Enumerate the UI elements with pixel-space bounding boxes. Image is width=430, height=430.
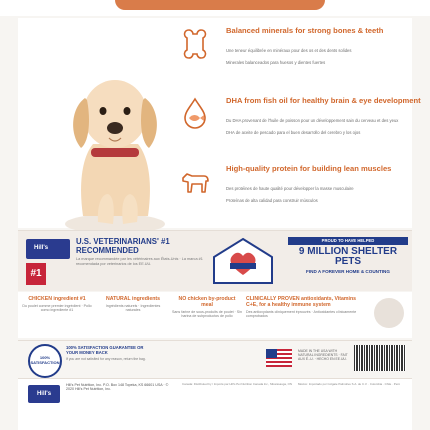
benefit-dha xyxy=(178,96,428,156)
footer xyxy=(18,378,412,430)
benefit-es: Minerales balanceados para huesos y dientes fuertes xyxy=(226,60,326,65)
vet-recommended-sub: La marque recommandée par les vétérinaires aux États-Unis · La marca #1 recomendada por veterinarios de los EE.UU. xyxy=(76,257,203,266)
claim-natural xyxy=(98,296,168,313)
claim-title: CHICKEN ingredient #1 xyxy=(28,296,86,302)
shelter-heart-icon xyxy=(208,235,278,287)
paw-emblem-icon xyxy=(374,298,404,328)
footer-address: Hill's Pet Nutrition, Inc. P.O. Box 148 Topeka, KS 66601 USA · © 2020 Hill's Pet Nutrition, Inc. xyxy=(66,383,169,392)
claim-title: CLINICALLY PROVEN antioxidants, Vitamins C+E, for a healthy immune system xyxy=(246,296,357,308)
fish-oil-icon xyxy=(178,96,212,130)
benefit-es: Proteínas de alta calidad para construir músculos xyxy=(226,198,318,203)
barcode xyxy=(354,345,406,371)
claim-sub: Ingrédients naturels · Ingredientes naturales xyxy=(105,304,161,313)
hills-logo xyxy=(26,239,70,259)
number-one-badge: #1 xyxy=(26,263,46,285)
made-in-usa-text: MADE IN THE USA WITH NATURAL INGREDIENTS · FAIT AUX É.-U. · HECHO EN EE.UU. xyxy=(298,349,348,362)
seal-text: 100% SATISFACTION xyxy=(30,355,60,365)
claim-sub: Sans farine de sous-produits de poulet · Sin harina de subproductos de pollo xyxy=(172,310,242,319)
claim-sub: Du poulet comme premier ingrédient · Pollo como ingrediente #1 xyxy=(22,304,92,313)
vet-band xyxy=(18,230,412,291)
claim-chicken xyxy=(22,296,92,313)
guarantee-sub: If you are not satisfied for any reason, return the bag. xyxy=(66,357,146,361)
footer-fine-print: México: Importado por Colgate Palmolive S.A. de C.V. · Colombia · Chile · Perú xyxy=(298,382,400,386)
benefits-panel xyxy=(18,18,421,228)
bone-icon xyxy=(178,26,212,60)
claim-title: NATURAL ingredients xyxy=(106,296,160,302)
bag-top-band xyxy=(115,0,325,10)
shelter-find-home: FIND A FOREVER HOME & COUNTING xyxy=(306,269,390,274)
benefit-fr: Une teneur équilibrée en minéraux pour des os et des dents solides xyxy=(226,48,352,53)
claim-antioxidants xyxy=(246,296,366,319)
hills-logo-text: Hill's xyxy=(34,245,49,251)
us-flag-icon xyxy=(266,349,292,367)
benefit-fr: Du DHA provenant de l'huile de poisson pour un développement sain du cerveau et des yeux xyxy=(226,118,399,123)
puppy-image xyxy=(53,56,178,241)
benefit-title: Balanced minerals for strong bones & teeth xyxy=(226,26,384,35)
footer-fine-print: Canada: Distributed by / Importé par Hill's Pet Nutrition Canada Inc., Mississauga, ON xyxy=(182,382,292,386)
guarantee-row xyxy=(18,340,412,377)
satisfaction-seal-icon xyxy=(28,344,62,378)
benefit-es: DHA de aceite de pescado para el buen desarrollo del cerebro y los ojos xyxy=(226,130,361,135)
benefit-title: DHA from fish oil for healthy brain & eye development xyxy=(226,96,421,105)
claims-row xyxy=(18,292,412,338)
claim-title: NO chicken by-product meal xyxy=(178,296,236,308)
benefit-title: High-quality protein for building lean muscles xyxy=(226,164,392,173)
shelter-proud-label: PROUD TO HAVE HELPED xyxy=(288,237,408,245)
guarantee-title: 100% SATISFACTION GUARANTEE OR YOUR MONEY BACK xyxy=(66,345,144,355)
benefit-bones xyxy=(178,26,428,86)
dog-icon xyxy=(178,164,212,198)
shelter-count: 9 MILLION SHELTER PETS xyxy=(298,246,398,267)
benefit-fr: Des protéines de haute qualité pour développer la masse musculaire xyxy=(226,186,354,191)
hills-footer-logo: Hill's xyxy=(28,385,60,403)
vet-recommended-title: U.S. VETERINARIANS' #1 RECOMMENDED xyxy=(76,237,170,255)
claim-sub: Des antioxydants cliniquement éprouvés · Antioxidantes clínicamente comprobados xyxy=(246,310,357,319)
benefit-protein xyxy=(178,164,428,224)
claim-no-byproduct xyxy=(172,296,242,319)
